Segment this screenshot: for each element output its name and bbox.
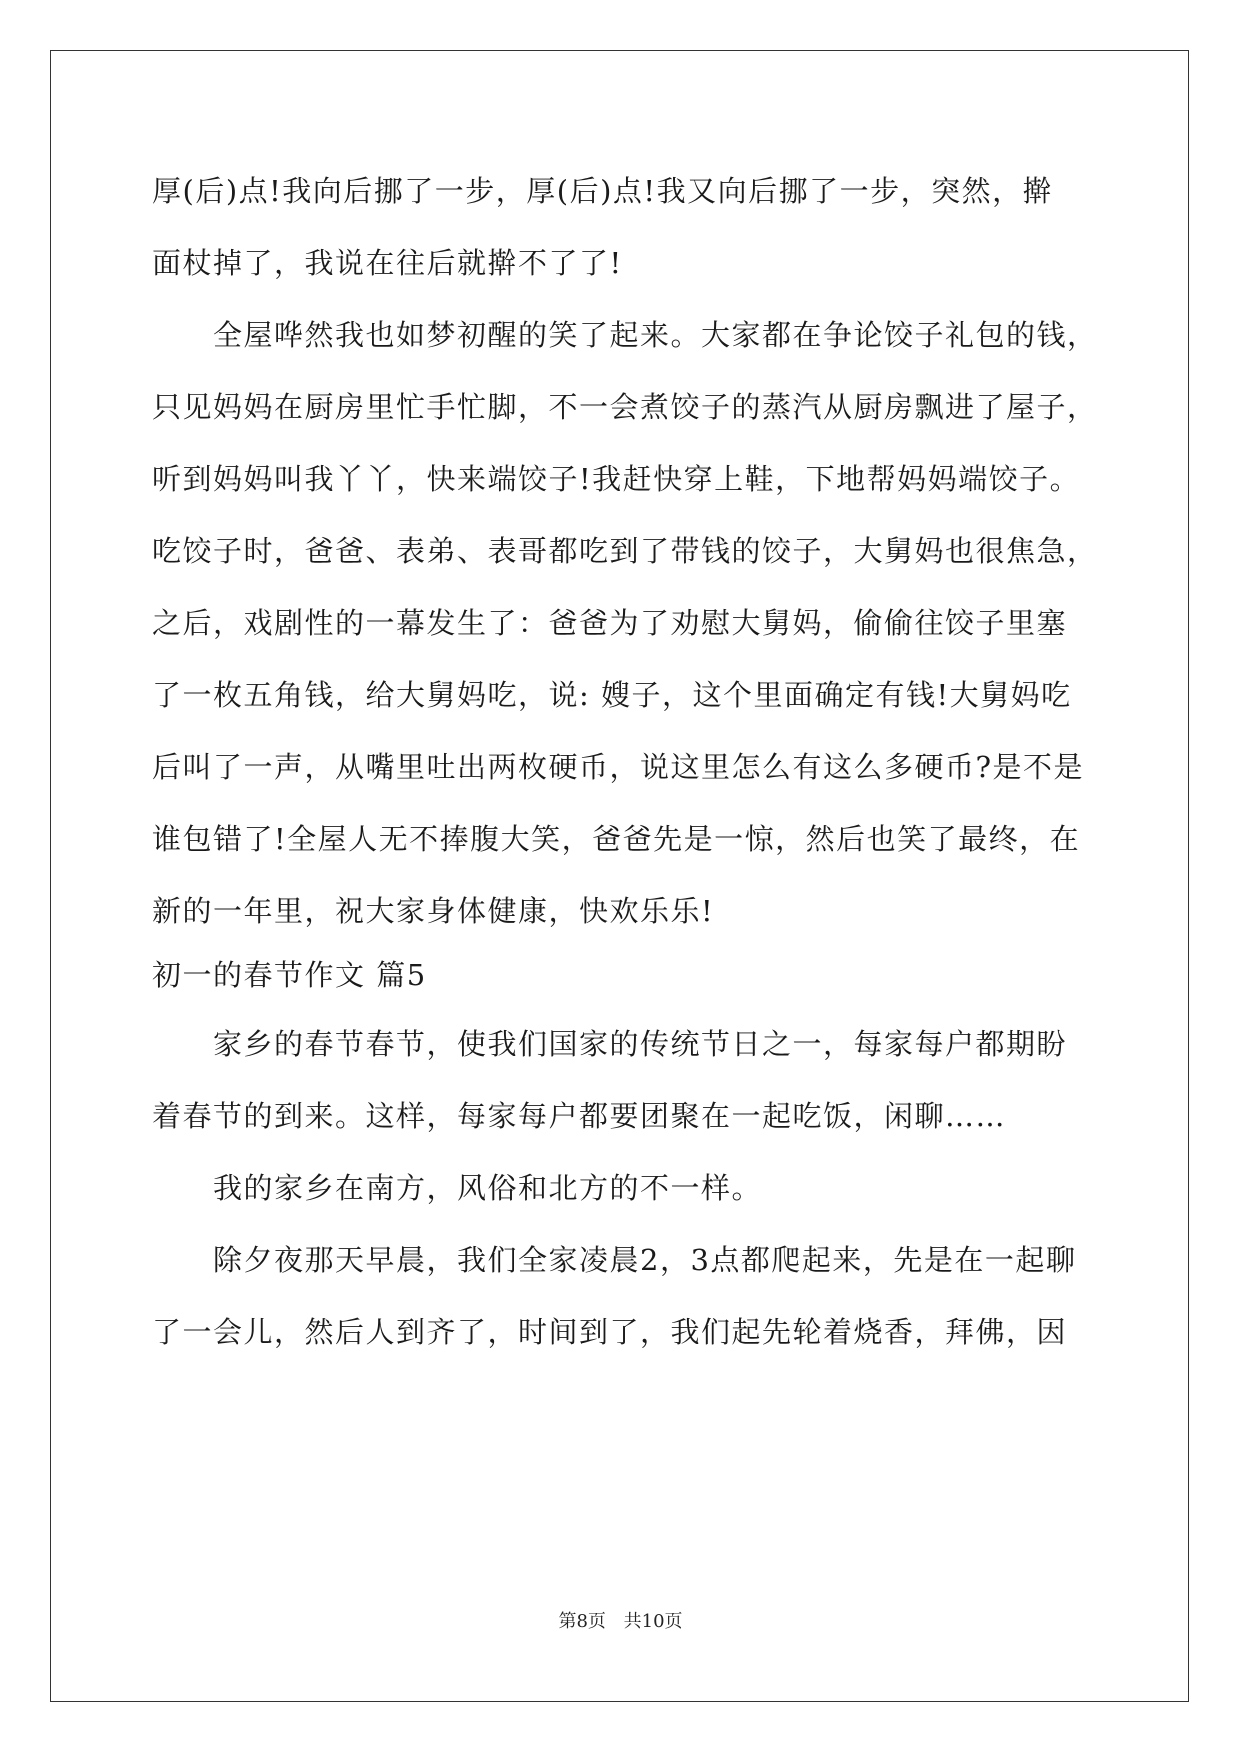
text-line-16: 了一会儿，然后人到齐了，时间到了，我们起先轮着烧香，拜佛，因 <box>152 1315 1068 1349</box>
section-heading: 初一的春节作文 篇5 <box>152 958 427 992</box>
page-number: 第8页 <box>558 1611 606 1632</box>
text-line-1: 厚(后)点!我向后挪了一步，厚(后)点!我又向后挪了一步，突然，擀 <box>152 174 1054 208</box>
text-line-12: 家乡的春节春节，使我们国家的传统节日之一，每家每户都期盼 <box>152 1027 1068 1061</box>
text-line-3: 全屋哗然我也如梦初醒的笑了起来。大家都在争论饺子礼包的钱， <box>152 318 1098 352</box>
text-line-8: 了一枚五角钱，给大舅妈吃，说: 嫂子，这个里面确定有钱!大舅妈吃 <box>152 678 1072 712</box>
page-frame <box>50 50 1189 1702</box>
text-line-10: 谁包错了!全屋人无不捧腹大笑，爸爸先是一惊，然后也笑了最终，在 <box>152 822 1081 856</box>
text-line-4: 只见妈妈在厨房里忙手忙脚，不一会煮饺子的蒸汽从厨房飘进了屋子， <box>152 390 1098 424</box>
text-line-6: 吃饺子时，爸爸、表弟、表哥都吃到了带钱的饺子，大舅妈也很焦急， <box>152 534 1098 568</box>
text-line-9: 后叫了一声，从嘴里吐出两枚硬币，说这里怎么有这么多硬币?是不是 <box>152 750 1085 784</box>
text-line-5: 听到妈妈叫我丫丫，快来端饺子!我赶快穿上鞋，下地帮妈妈端饺子。 <box>152 462 1081 496</box>
page-footer <box>0 1610 1241 1634</box>
page-total: 共10页 <box>623 1611 683 1632</box>
text-line-13: 着春节的到来。这样，每家每户都要团聚在一起吃饭，闲聊…… <box>152 1099 1007 1133</box>
text-line-7: 之后，戏剧性的一幕发生了：爸爸为了劝慰大舅妈，偷偷往饺子里塞 <box>152 606 1068 640</box>
text-line-14: 我的家乡在南方，风俗和北方的不一样。 <box>152 1171 763 1205</box>
text-line-15: 除夕夜那天早晨，我们全家凌晨2，3点都爬起来，先是在一起聊 <box>152 1243 1077 1277</box>
text-line-11: 新的一年里，祝大家身体健康，快欢乐乐! <box>152 894 715 928</box>
text-line-2: 面杖掉了，我说在往后就擀不了了! <box>152 246 623 280</box>
